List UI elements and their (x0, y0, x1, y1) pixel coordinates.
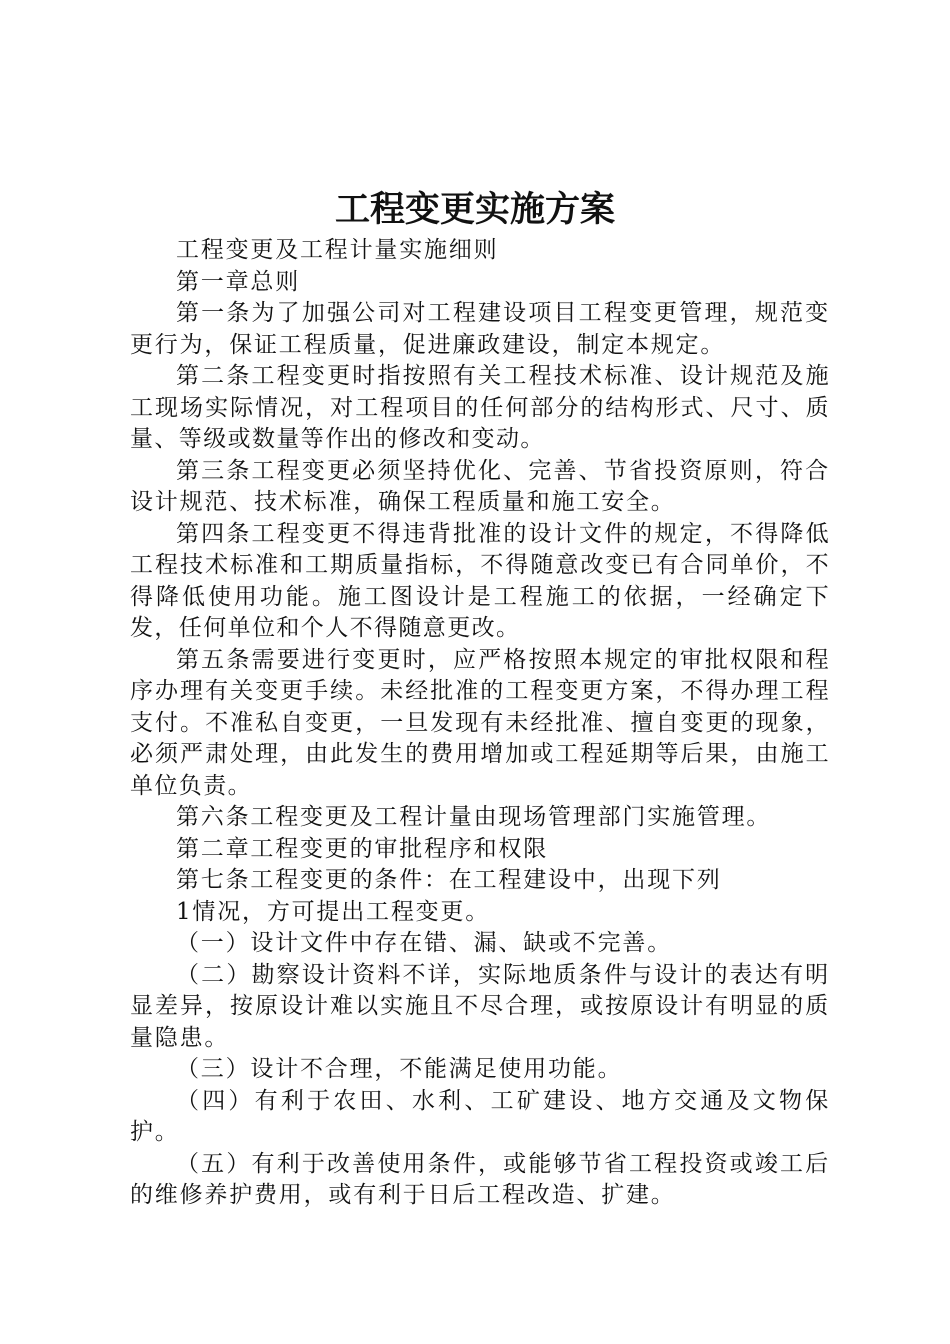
paragraph-item-5: （五）有利于改善使用条件，或能够节省工程投资或竣工后的维修养护费用，或有利于日后工程改造、扩建。 (130, 1150, 830, 1208)
paragraph-chapter-1: 第一章总则 (176, 268, 300, 295)
document-body (130, 235, 830, 1212)
paragraph-item-1: （一）设计文件中存在错、漏、缺或不完善。 (176, 930, 672, 956)
paragraph-item-3: （三）设计不合理，不能满足使用功能。 (176, 1056, 623, 1082)
paragraph-article-2: 第二条工程变更时指按照有关工程技术标准、设计规范及施工现场实际情况，对工程项目的任何部分的结构形式、尺寸、质量、等级或数量等作出的修改和变动。 (130, 363, 830, 452)
paragraph-item-4: （四）有利于农田、水利、工矿建设、地方交通及文物保护。 (130, 1087, 830, 1145)
paragraph-article-3: 第三条工程变更必须坚持优化、完善、节省投资原则，符合设计规范、技术标准，确保工程质量和施工安全。 (130, 457, 830, 515)
paragraph-article-7: 第七条工程变更的条件：在工程建设中，出现下列 (176, 867, 722, 893)
paragraph-article-4: 第四条工程变更不得违背批准的设计文件的规定，不得降低工程技术标准和工期质量指标，不得随意改变已有合同单价，不得降低使用功能。施工图设计是工程施工的依据，一经确定下发，任何单位和个人不得随意更改。 (130, 520, 830, 641)
paragraph-article-1: 第一条为了加强公司对工程建设项目工程变更管理，规范变更行为，保证工程质量，促进廉政建设，制定本规定。 (130, 300, 830, 358)
paragraph-article-6: 第六条工程变更及工程计量由现场管理部门实施管理。 (176, 804, 772, 830)
paragraph-item-2: （二）勘察设计资料不详，实际地质条件与设计的表达有明显差异，按原设计难以实施且不尽合理，或按原设计有明显的质量隐患。 (130, 961, 830, 1051)
paragraph-article-5: 第五条需要进行变更时，应严格按照本规定的审批权限和程序办理有关变更手续。未经批准的工程变更方案，不得办理工程支付。不准私自变更，一旦发现有未经批准、擅自变更的现象，必须严肃处理，由此发生的费用增加或工程延期等后果，由施工单位负责。 (130, 646, 830, 799)
paragraph-chapter-2: 第二章工程变更的审批程序和权限 (176, 835, 548, 862)
paragraph-subtitle: 工程变更及工程计量实施细则 (176, 237, 499, 263)
document-title: 工程变更实施方案 (334, 189, 615, 230)
paragraph-article-7-cont: 1情况，方可提出工程变更。 (176, 898, 491, 925)
